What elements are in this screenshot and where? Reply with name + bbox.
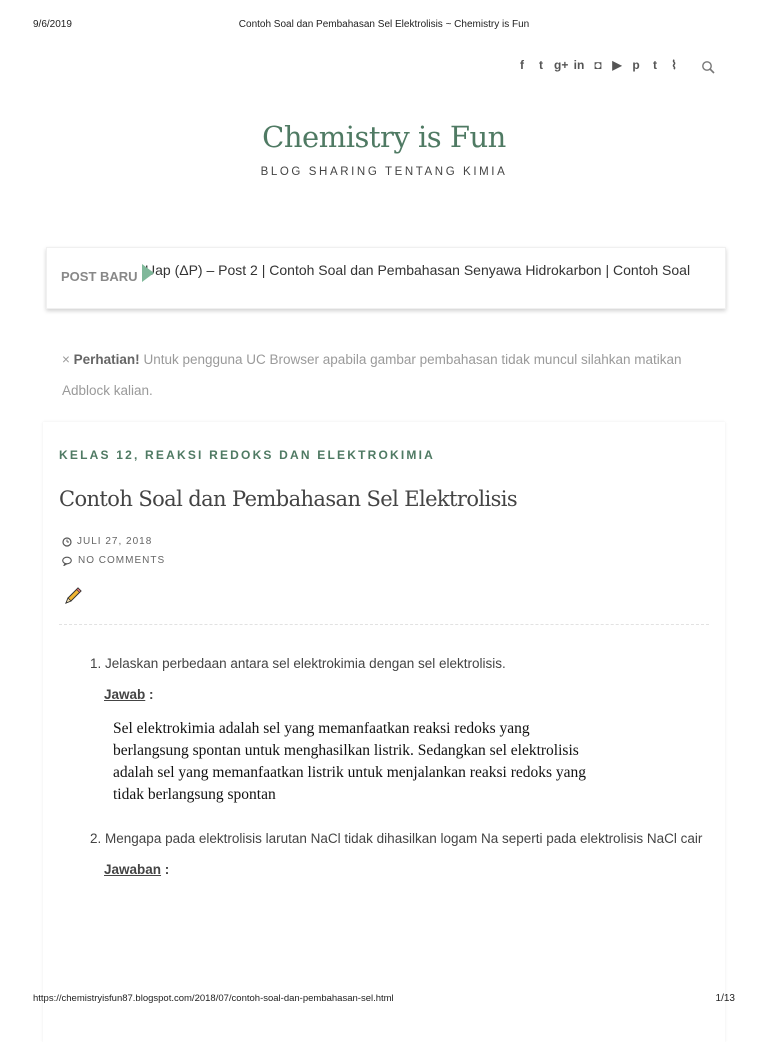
answer-label-2: Jawaban : <box>104 862 170 877</box>
pencil-icon <box>63 586 83 606</box>
print-url: https://chemistryisfun87.blogspot.com/2018/07/contoh-soal-dan-pembahasan-sel.html <box>33 993 394 1004</box>
answer-line: tidak berlangsung spontan <box>113 786 276 803</box>
notice-text: Untuk pengguna UC Browser apabila gambar pembahasan tidak muncul silahkan matikan Adblock kalian. <box>62 352 682 398</box>
post-comments-text: NO COMMENTS <box>78 555 166 566</box>
answer-line: adalah sel yang memanfaatkan listrik untuk menjalankan reaksi redoks yang <box>113 764 587 781</box>
answer-label-text: Jawab <box>104 687 146 702</box>
pinterest-icon[interactable]: p <box>632 58 640 72</box>
close-icon[interactable]: × <box>62 352 70 367</box>
notice-strong: Perhatian! <box>73 352 140 367</box>
post-date <box>62 536 152 547</box>
content-divider <box>59 624 709 625</box>
post-comments[interactable] <box>62 555 165 566</box>
instagram-icon[interactable]: ◘ <box>594 58 602 72</box>
answer-line: Sel elektrokimia adalah sel yang memanfaatkan reaksi redoks yang <box>113 720 530 737</box>
question-text: Mengapa pada elektrolisis larutan NaCl tidak dihasilkan logam Na seperti pada elektrolisis NaCl cair <box>105 831 703 846</box>
adblock-notice <box>62 344 702 406</box>
play-arrow-icon <box>142 264 154 282</box>
ticker-label: POST BARU <box>61 269 138 284</box>
question-1 <box>90 656 506 671</box>
social-icons-bar <box>516 58 680 72</box>
question-2 <box>90 831 702 846</box>
post-title: Contoh Soal dan Pembahasan Sel Elektrolisis <box>59 487 518 511</box>
twitter-icon[interactable]: t <box>539 58 543 72</box>
recent-posts-ticker <box>46 247 726 309</box>
answer-line: berlangsung spontan untuk menghasilkan listrik. Sedangkan sel elektrolisis <box>113 742 579 759</box>
question-number: 1. <box>90 656 102 671</box>
answer-image-text-1 <box>113 718 613 806</box>
ticker-links[interactable]: Uap (ΔP) – Post 2 | Contoh Soal dan Pembahasan Senyawa Hidrokarbon | Contoh Soal <box>145 262 691 278</box>
post-categories[interactable]: KELAS 12, REAKSI REDOKS DAN ELEKTROKIMIA <box>59 448 436 462</box>
tumblr-icon[interactable]: t <box>653 58 657 72</box>
search-icon[interactable] <box>701 60 715 74</box>
rss-icon[interactable]: ⌇ <box>671 58 677 72</box>
site-title[interactable]: Chemistry is Fun <box>262 120 506 154</box>
facebook-icon[interactable]: f <box>520 58 524 72</box>
clock-icon <box>62 537 72 547</box>
google-plus-icon[interactable]: g+ <box>554 58 569 72</box>
linkedin-icon[interactable]: in <box>573 58 585 72</box>
answer-label-1: Jawab : <box>104 687 154 702</box>
print-page-title: Contoh Soal dan Pembahasan Sel Elektrolisis ~ Chemistry is Fun <box>238 19 530 30</box>
question-text: Jelaskan perbedaan antara sel elektrokimia dengan sel elektrolisis. <box>105 656 506 671</box>
print-date: 9/6/2019 <box>33 19 72 30</box>
question-number: 2. <box>90 831 102 846</box>
comments-icon <box>62 556 73 566</box>
print-page-number: 1/13 <box>715 993 735 1004</box>
answer-label-text: Jawaban <box>104 862 162 877</box>
site-description: BLOG SHARING TENTANG KIMIA <box>260 166 508 178</box>
youtube-icon[interactable]: ▶ <box>612 58 622 72</box>
post-date-text: JULI 27, 2018 <box>77 536 153 547</box>
